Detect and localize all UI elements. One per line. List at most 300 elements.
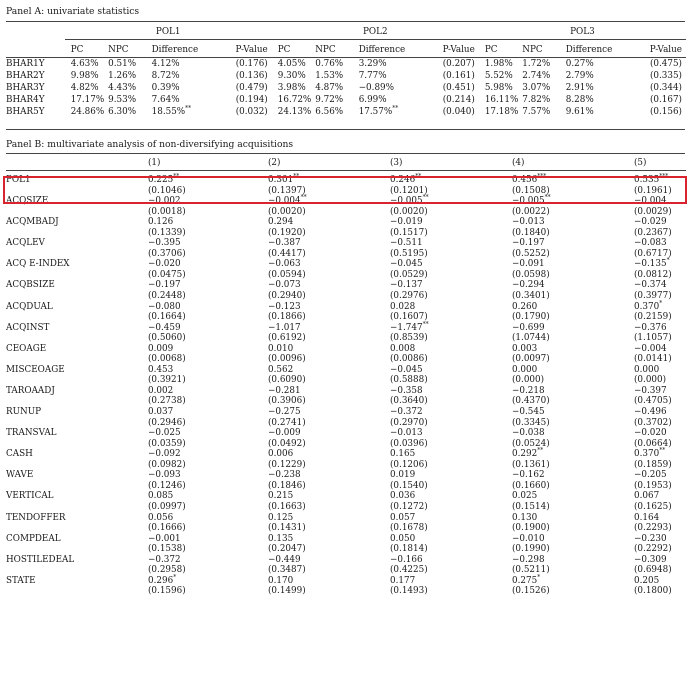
coefficient-cell [512, 573, 634, 587]
coefficient-cell-value: 0.006 [268, 449, 294, 460]
coefficient-cell [390, 259, 512, 270]
coefficient-cell-value: 0.036 [390, 491, 416, 502]
subheader-spacer [6, 43, 65, 58]
coefficient-cell-value: 0.562 [268, 364, 294, 375]
coefficient-cell-value: −0.080 [148, 301, 181, 312]
panel-a-row [6, 94, 686, 106]
standard-error-cell: (0.0492) [268, 438, 306, 449]
coefficient-cell [148, 217, 268, 228]
panel-a-cell-value: −0.89% [358, 82, 395, 93]
standard-error-cell: (0.2293) [634, 523, 672, 534]
standard-error-cell: (0.0096) [268, 354, 306, 365]
panel-a-cell [479, 58, 522, 71]
coefficient-cell-value: 0.025 [512, 491, 538, 502]
se-row [6, 354, 686, 365]
coefficient-cell [148, 259, 268, 270]
standard-error-cell: (0.1990) [512, 544, 550, 555]
coefficient-cell [148, 428, 268, 439]
coefficient-cell [148, 491, 268, 502]
panel-a-cell [108, 106, 151, 118]
coefficient-cell [634, 280, 686, 291]
coefficient-cell-value: −0.230 [634, 533, 667, 544]
coefficient-cell-value: −0.004 [634, 196, 667, 207]
coefficient-cell-value: −0.545 [512, 407, 545, 418]
variable-label: ACQMBADJ [6, 217, 59, 228]
coefficient-cell [512, 513, 634, 524]
standard-error-cell: (0.2292) [634, 544, 672, 555]
coef-row-state [6, 576, 686, 587]
coefficient-cell-value: −0.019 [390, 217, 423, 228]
panel-a-cell-value: 24.13% [277, 106, 312, 117]
panel-b-top-rule [6, 153, 685, 154]
coefficient-cell-value: −0.093 [148, 470, 181, 481]
panel-a-cell [479, 94, 522, 106]
standard-error-cell: (0.2940) [268, 291, 306, 302]
standard-error-cell: (0.6717) [634, 248, 672, 259]
coefficient-cell-value: −0.166 [390, 554, 423, 565]
coefficient-cell [148, 573, 268, 587]
standard-error-cell: (0.5060) [148, 333, 186, 344]
coefficient-cell [634, 513, 686, 524]
se-label-spacer [6, 565, 148, 576]
standard-error-cell: (0.3906) [268, 396, 306, 407]
coefficient-cell-value: 0.057 [390, 512, 416, 523]
panel-a-cell [315, 82, 358, 94]
coefficient-cell [390, 491, 512, 502]
standard-error-cell: (0.0018) [148, 206, 186, 217]
panel-a-cell [522, 58, 565, 71]
standard-error-cell: (0.1201) [390, 185, 428, 196]
panel-a-cell-value: 16.72% [277, 94, 312, 105]
panel-a-cell-value: 0.76% [315, 58, 344, 69]
se-row [6, 418, 686, 429]
panel-a-group-row [6, 26, 686, 40]
variable-label: ACQLEV [6, 238, 45, 249]
coefficient-cell [390, 576, 512, 587]
panel-a-cell-value: 4.87% [315, 82, 344, 93]
se-label-spacer [6, 375, 148, 386]
subheader-p-value: P-Value [616, 43, 686, 58]
standard-error-cell: (0.0982) [148, 459, 186, 470]
coefficient-cell [268, 576, 390, 587]
coefficient-cell [268, 238, 390, 249]
coef-row-ceoage [6, 344, 686, 355]
panel-a-cell-value: 17.18% [484, 106, 519, 117]
panel-a-cell [272, 106, 315, 118]
coefficient-cell-significance: *** [537, 173, 547, 181]
coefficient-cell-value: −0.238 [268, 470, 301, 481]
panel-a-cell-value: 0.27% [565, 58, 594, 69]
coefficient-cell [148, 386, 268, 397]
panel-a-cell [152, 106, 203, 118]
panel-a-cell-value: 7.64% [151, 94, 180, 105]
standard-error-cell: (0.1920) [268, 227, 306, 238]
panel-a-cell-value: 7.77% [358, 70, 387, 81]
se-row [6, 207, 686, 218]
standard-error-cell: (0.3706) [148, 248, 186, 259]
se-label-spacer [6, 291, 148, 302]
coefficient-cell [634, 470, 686, 481]
coefficient-cell-value: −0.449 [268, 554, 301, 565]
coefficient-cell-value: −0.020 [634, 428, 667, 439]
coefficient-cell-value: 0.130 [512, 512, 538, 523]
standard-error-cell: (0.2047) [268, 544, 306, 555]
panel-b-table [6, 156, 686, 597]
standard-error-cell: (1.1057) [634, 333, 672, 344]
coefficient-cell-value: −0.091 [512, 259, 545, 270]
coefficient-cell-significance: ** [537, 447, 544, 455]
variable-label: ACQBSIZE [6, 280, 55, 291]
se-row [6, 460, 686, 471]
panel-a-cell [479, 106, 522, 118]
row-label: BHAR3Y [6, 82, 45, 93]
subheader-pc: PC [479, 43, 522, 58]
model-column-header: (1) [148, 156, 268, 171]
coefficient-cell-value: −0.496 [634, 407, 667, 418]
panel-a-cell [359, 70, 410, 82]
panel-a-row [6, 82, 686, 94]
coefficient-cell-value: −0.197 [148, 280, 181, 291]
standard-error-cell: (0.0475) [148, 269, 186, 280]
coefficient-cell [390, 302, 512, 313]
standard-error-cell: (0.1229) [268, 459, 306, 470]
standard-error-cell: (0.3487) [268, 565, 306, 576]
coefficient-cell [148, 365, 268, 376]
coefficient-cell-value: 0.370 [634, 301, 660, 312]
coefficient-cell [390, 238, 512, 249]
coefficient-cell-value: −0.281 [268, 385, 301, 396]
coefficient-cell [268, 449, 390, 460]
coefficient-cell-value: −0.009 [268, 428, 301, 439]
coefficient-cell [634, 555, 686, 566]
standard-error-cell: (0.6948) [634, 565, 672, 576]
coefficient-cell [148, 555, 268, 566]
standard-error-cell: (0.3401) [512, 291, 550, 302]
coef-row-vertical [6, 491, 686, 502]
coefficient-cell [268, 302, 390, 313]
panel-a-corner [6, 26, 65, 40]
subheader-pc: PC [272, 43, 315, 58]
panel-a-cell [202, 58, 272, 71]
standard-error-cell: (0.0029) [634, 206, 672, 217]
standard-error-cell: (0.1800) [634, 586, 672, 597]
standard-error-cell: (0.2946) [148, 417, 186, 428]
coefficient-cell [634, 259, 686, 270]
coefficient-cell-value: −0.275 [268, 407, 301, 418]
coefficient-cell [390, 513, 512, 524]
panel-a-cell [272, 58, 315, 71]
coefficient-cell [390, 386, 512, 397]
se-label-spacer [6, 270, 148, 281]
coefficient-cell-value: 0.008 [390, 343, 416, 354]
coefficient-cell-value: 0.535 [634, 175, 660, 185]
row-label: BHAR5Y [6, 106, 45, 117]
panel-a-cell-value: (0.032) [235, 106, 268, 117]
standard-error-cell: (0.2159) [634, 312, 672, 323]
coefficient-cell-value: 0.028 [390, 301, 416, 312]
coefficient-cell [512, 280, 634, 291]
standard-error-cell: (0.3921) [148, 375, 186, 386]
se-label-spacer [6, 439, 148, 450]
coefficient-cell-value: −0.511 [390, 238, 423, 249]
subheader-p-value: P-Value [409, 43, 479, 58]
standard-error-cell: (0.0529) [390, 269, 428, 280]
coefficient-cell [268, 407, 390, 418]
panel-a-cell [315, 106, 358, 118]
coefficient-cell [390, 470, 512, 481]
coefficient-cell-value: −0.092 [148, 449, 181, 460]
panel-a-cell [522, 70, 565, 82]
variable-label: VERTICAL [6, 491, 54, 502]
se-row [6, 270, 686, 281]
standard-error-cell: (0.1666) [148, 523, 186, 534]
coefficient-cell-value: 0.453 [148, 364, 174, 375]
coefficient-cell [634, 238, 686, 249]
coefficient-cell-value: −0.376 [634, 322, 667, 333]
coefficient-cell [268, 280, 390, 291]
coefficient-cell-value: 0.260 [512, 301, 538, 312]
coefficient-cell [148, 534, 268, 545]
standard-error-cell: (0.3640) [390, 396, 428, 407]
coefficient-cell-value: 0.056 [148, 512, 174, 523]
coefficient-cell-value: −0.372 [390, 407, 423, 418]
coefficient-cell [634, 386, 686, 397]
panel-a-cell-value: 8.28% [565, 94, 594, 105]
standard-error-cell: (0.1493) [390, 586, 428, 597]
standard-error-cell: (0.1517) [390, 227, 428, 238]
coefficient-cell-value: 0.165 [390, 449, 416, 460]
standard-error-cell: (0.0359) [148, 438, 186, 449]
coefficient-cell [390, 555, 512, 566]
panel-a-cell [152, 94, 203, 106]
standard-error-cell: (0.0598) [512, 269, 550, 280]
coefficient-cell-significance: ** [293, 173, 300, 181]
se-row [6, 481, 686, 492]
panel-a-cell-significance: ** [185, 104, 192, 112]
coefficient-cell [634, 491, 686, 502]
panel-a-cell-value: 24.86% [70, 106, 105, 117]
coefficient-cell-value: −0.358 [390, 385, 423, 396]
se-row [6, 375, 686, 386]
standard-error-cell: (0.0068) [148, 354, 186, 365]
panel-a-cell-value: 16.11% [484, 94, 519, 105]
coefficient-cell [268, 513, 390, 524]
coefficient-cell-value: −0.294 [512, 280, 545, 291]
panel-a-cell [65, 94, 108, 106]
coefficient-cell-value: −0.073 [268, 280, 301, 291]
standard-error-cell: (0.8539) [390, 333, 428, 344]
panel-a-cell [409, 82, 479, 94]
group-header-pol1: POL1 [155, 27, 181, 38]
coefficient-cell-value: −0.162 [512, 470, 545, 481]
coefficient-cell-value: −0.205 [634, 470, 667, 481]
coefficient-cell-value: 0.050 [390, 533, 416, 544]
coef-row-acqbsize [6, 280, 686, 291]
panel-a-cell-value: 2.91% [565, 82, 594, 93]
coefficient-cell-value: 0.225 [148, 175, 174, 185]
panel-a-cell-value: 18.55% [151, 106, 186, 117]
coefficient-cell [268, 428, 390, 439]
standard-error-cell: (0.1397) [268, 185, 306, 196]
variable-label: HOSTILEDEAL [6, 554, 75, 565]
standard-error-cell: (0.0812) [634, 269, 672, 280]
coefficient-cell-value: 0.215 [268, 491, 294, 502]
panel-a-cell-value: 0.39% [151, 82, 180, 93]
coef-row-tendoffer [6, 513, 686, 524]
coefficient-cell-value: 0.294 [268, 217, 294, 228]
coefficient-cell-value: 0.000 [512, 364, 538, 375]
coef-row-transval [6, 428, 686, 439]
panel-a-cell [315, 58, 358, 71]
se-label-spacer [6, 460, 148, 471]
panel-a-cell [359, 94, 410, 106]
coefficient-cell [268, 534, 390, 545]
coefficient-cell-value: −0.045 [390, 259, 423, 270]
standard-error-cell: (0.1840) [512, 227, 550, 238]
coefficient-cell-value: −0.218 [512, 385, 545, 396]
panel-a-cell [616, 58, 686, 71]
standard-error-cell: (0.0020) [268, 206, 306, 217]
group-header-pol3: POL3 [570, 27, 595, 38]
panel-a-cell-significance: ** [392, 104, 399, 112]
panel-a-cell [479, 70, 522, 82]
variable-label: CEOAGE [6, 343, 47, 354]
model-column-header: (4) [512, 156, 634, 171]
panel-a-cell [152, 58, 203, 71]
panel-a-cell-value: 4.63% [70, 58, 99, 69]
panel-a-cell-value: 1.26% [108, 70, 137, 81]
panel-a-cell [616, 82, 686, 94]
se-row [6, 396, 686, 407]
panel-a-cell-value: 2.74% [522, 70, 551, 81]
panel-a-cell-value: 8.72% [151, 70, 180, 81]
model-column-header: (2) [268, 156, 390, 171]
panel-a-cell-value: 5.52% [484, 70, 513, 81]
standard-error-cell: (0.5211) [512, 565, 550, 576]
panel-a-cell-value: 4.82% [70, 82, 99, 93]
standard-error-cell: (0.0020) [390, 206, 428, 217]
coefficient-cell-value: −0.309 [634, 554, 667, 565]
variable-label: TRANSVAL [6, 428, 57, 439]
standard-error-cell: (0.4370) [512, 396, 550, 407]
coef-row-misceoage [6, 365, 686, 376]
standard-error-cell: (0.1206) [390, 459, 428, 470]
panel-a-cell-value: (0.161) [442, 70, 475, 81]
panel-a-cell [65, 82, 108, 94]
coefficient-cell-value: −0.123 [268, 301, 301, 312]
coefficient-cell-value: 0.125 [268, 512, 294, 523]
coefficient-cell-significance: *** [659, 173, 669, 181]
coefficient-cell-value: −0.083 [634, 238, 667, 249]
coef-row-taroaadj [6, 386, 686, 397]
coefficient-cell [634, 534, 686, 545]
panel-a-cell-value: 3.98% [277, 82, 306, 93]
coefficient-cell-significance: * [666, 257, 670, 265]
coefficient-cell-value: 0.301 [268, 175, 294, 185]
standard-error-cell: (0.2367) [634, 227, 672, 238]
panel-a-cell-value: 9.30% [277, 70, 306, 81]
coefficient-cell-value: 0.205 [634, 575, 660, 586]
panel-a-cell-value: (0.475) [649, 58, 682, 69]
panel-a-cell-value: 6.30% [108, 106, 137, 117]
variable-label: RUNUP [6, 407, 42, 418]
subheader-npc: NPC [108, 43, 151, 58]
coefficient-cell-value: 0.009 [148, 343, 174, 354]
coefficient-cell [148, 323, 268, 334]
coefficient-cell-value: −0.025 [148, 428, 181, 439]
standard-error-cell: (0.1361) [512, 459, 550, 470]
coefficient-cell-value: 0.067 [634, 491, 660, 502]
coefficient-cell [512, 386, 634, 397]
panel-a-bottom-rule [6, 129, 685, 130]
coefficient-cell [268, 259, 390, 270]
panel-a-cell [566, 70, 617, 82]
coefficient-cell [148, 280, 268, 291]
subheader-difference: Difference [152, 43, 203, 58]
panel-a-cell [108, 94, 151, 106]
standard-error-cell: (0.6090) [268, 375, 306, 386]
panel-a-cell [108, 70, 151, 82]
coefficient-cell-value: 0.019 [390, 470, 416, 481]
se-label-spacer [6, 312, 148, 323]
se-label-spacer [6, 396, 148, 407]
coefficient-cell [390, 407, 512, 418]
coefficient-cell [148, 470, 268, 481]
se-row [6, 439, 686, 450]
coefficient-cell [268, 344, 390, 355]
coefficient-cell [634, 449, 686, 460]
panel-a-cell [65, 70, 108, 82]
se-label-spacer [6, 544, 148, 555]
standard-error-cell: (0.1625) [634, 501, 672, 512]
coefficient-cell [512, 534, 634, 545]
coef-row-compdeal [6, 534, 686, 545]
variable-label: CASH [6, 449, 33, 460]
variable-label: ACQSIZE [6, 196, 49, 207]
panel-a-cell-value: 9.98% [70, 70, 99, 81]
pol1-highlight-box [3, 176, 687, 207]
panel-a-cell [522, 82, 565, 94]
panel-a-cell-value: (0.156) [649, 106, 682, 117]
panel-a-cell [272, 70, 315, 82]
se-label-spacer [6, 228, 148, 239]
panel-a-cell [522, 94, 565, 106]
se-label-spacer [6, 333, 148, 344]
coefficient-cell-value: −1.747 [390, 322, 423, 333]
coefficient-cell-value: −0.137 [390, 280, 423, 291]
standard-error-cell: (0.1607) [390, 312, 428, 323]
coefficient-cell-value: 0.126 [148, 217, 174, 228]
panel-a-cell-value: (0.136) [235, 70, 268, 81]
standard-error-cell: (0.0022) [512, 206, 550, 217]
coefficient-cell-significance: ** [422, 194, 429, 202]
coefficient-cell-value: −0.038 [512, 428, 545, 439]
coef-row-cash [6, 449, 686, 460]
coefficient-cell-value: 0.135 [268, 533, 294, 544]
coefficient-cell [512, 407, 634, 418]
subheader-difference: Difference [566, 43, 617, 58]
panel-a-cell [152, 82, 203, 94]
standard-error-cell: (0.1272) [390, 501, 428, 512]
coefficient-cell [634, 299, 686, 313]
panel-a-cell-value: (0.040) [442, 106, 475, 117]
coefficient-cell [634, 428, 686, 439]
standard-error-cell: (0.4705) [634, 396, 672, 407]
panel-a-cell-value: 2.79% [565, 70, 594, 81]
panel-a-cell [522, 106, 565, 118]
coefficient-cell [512, 470, 634, 481]
coefficient-cell-value: −0.372 [148, 554, 181, 565]
